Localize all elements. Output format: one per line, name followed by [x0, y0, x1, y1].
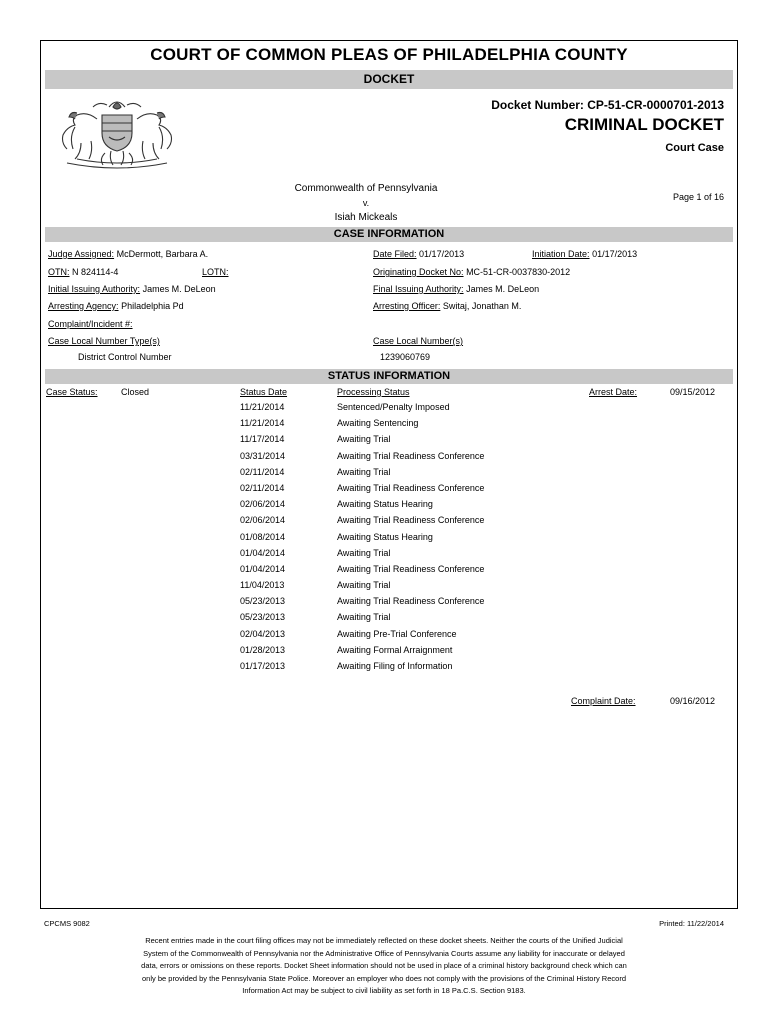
arresting-officer-value: Switaj, Jonathan M.: [442, 301, 522, 311]
processing-status: Awaiting Trial Readiness Conference: [337, 596, 485, 607]
processing-status-header: Processing Status: [337, 387, 410, 397]
table-row: [41, 548, 641, 564]
local-number-type-header: Case Local Number Type(s): [48, 336, 160, 346]
case-information-heading: CASE INFORMATION: [45, 227, 733, 242]
status-information-heading: STATUS INFORMATION: [45, 369, 733, 384]
table-row: [41, 580, 641, 596]
processing-status: Awaiting Trial: [337, 580, 391, 591]
docket-number: Docket Number: CP-51-CR-0000701-2013: [491, 98, 724, 112]
arresting-agency-row: [48, 301, 184, 311]
processing-status: Awaiting Sentencing: [337, 418, 419, 429]
status-date: 02/06/2014: [240, 499, 286, 510]
table-row: [41, 596, 641, 612]
complaint-date-value: 09/16/2012: [669, 696, 715, 706]
originating-docket-row: [373, 267, 570, 277]
otn-label: OTN:: [48, 267, 70, 277]
complaint-date-label: Complaint Date:: [571, 696, 636, 706]
page-number: Page 1 of 16: [672, 192, 724, 202]
form-id: CPCMS 9082: [44, 919, 90, 928]
status-date: 01/08/2014: [240, 531, 286, 542]
arresting-officer-label: Arresting Officer:: [373, 301, 441, 311]
processing-status: Awaiting Trial: [337, 466, 391, 477]
initial-authority-row: [48, 284, 216, 294]
table-row: [41, 467, 641, 483]
status-date-header: Status Date: [240, 387, 288, 397]
pennsylvania-seal-icon: [47, 93, 187, 173]
disclaimer-line: only be provided by the Pennsylvania State Police. Moreover an employer who does not comply with the provisions of the Criminal History Record: [142, 973, 626, 983]
complaint-incident-label: Complaint/Incident #:: [48, 319, 133, 329]
processing-status: Awaiting Filing of Information: [337, 661, 453, 671]
processing-status: Awaiting Trial: [337, 612, 391, 623]
processing-status: Awaiting Status Hearing: [337, 531, 433, 542]
disclaimer-line: data, errors or omissions on these reports. Docket Sheet information should not be used in place of a criminal history background check which can: [141, 961, 627, 970]
table-row: [41, 418, 641, 434]
status-date: 01/04/2014: [240, 563, 286, 574]
processing-status: Awaiting Trial Readiness Conference: [337, 563, 485, 574]
judge-value: McDermott, Barbara A.: [116, 249, 209, 259]
table-row: [41, 434, 641, 450]
processing-status: Awaiting Trial Readiness Conference: [337, 482, 485, 493]
status-table: [41, 402, 641, 677]
processing-status: Sentenced/Penalty Imposed: [337, 402, 450, 412]
disclaimer-line: Recent entries made in the court filing offices may not be immediately reflected on these docket sheets. Neither the courts of the Unified Judicial: [145, 936, 623, 945]
initial-authority-label: Initial Issuing Authority:: [48, 284, 141, 294]
docket-type: CRIMINAL DOCKET: [564, 115, 724, 134]
table-row: [41, 645, 641, 661]
processing-status: Awaiting Trial: [337, 547, 391, 558]
originating-docket-value: MC-51-CR-0037830-2012: [466, 267, 571, 277]
table-row: [41, 629, 641, 645]
local-number-value: 1239060769: [380, 352, 431, 362]
otn-row: [48, 267, 118, 277]
table-row: [41, 402, 641, 418]
status-date: 01/28/2013: [240, 644, 286, 655]
status-date: 02/04/2013: [240, 628, 286, 639]
table-row: [41, 499, 641, 515]
status-date: 01/17/2013: [240, 661, 286, 671]
table-row: [41, 661, 641, 677]
otn-value: N 824114-4: [72, 267, 119, 277]
status-date: 02/06/2014: [240, 515, 286, 526]
status-date: 11/17/2014: [240, 434, 285, 445]
initiation-date-row: [532, 249, 637, 259]
local-number-header: Case Local Number(s): [373, 336, 464, 346]
processing-status: Awaiting Pre-Trial Conference: [337, 628, 457, 639]
judge-label: Judge Assigned:: [48, 249, 115, 259]
arresting-agency-value: Philadelphia Pd: [121, 301, 184, 311]
processing-status: Awaiting Trial Readiness Conference: [337, 450, 485, 461]
table-row: [41, 515, 641, 531]
date-filed-row: [373, 249, 464, 259]
date-filed-label: Date Filed:: [373, 249, 417, 259]
lotn-label: LOTN:: [202, 267, 229, 277]
processing-status: Awaiting Trial Readiness Conference: [337, 515, 485, 526]
status-date: 11/21/2014: [240, 418, 285, 429]
arrest-date-value: 09/15/2012: [669, 387, 715, 397]
arrest-date-label: Arrest Date:: [589, 387, 638, 397]
status-date: 03/31/2014: [240, 450, 286, 461]
status-date: 05/23/2013: [240, 612, 286, 623]
case-kind: Court Case: [665, 142, 724, 154]
court-title: COURT OF COMMON PLEAS OF PHILADELPHIA COUNTY: [150, 45, 628, 64]
final-authority-label: Final Issuing Authority:: [373, 284, 464, 294]
table-row: [41, 483, 641, 499]
table-row: [41, 451, 641, 467]
caption-defendant: Isiah Mickeals: [334, 212, 398, 223]
caption-plaintiff: Commonwealth of Pennsylvania: [294, 183, 438, 194]
processing-status: Awaiting Trial: [337, 434, 391, 445]
caption-versus: v.: [362, 198, 370, 208]
date-filed-value: 01/17/2013: [419, 249, 465, 259]
disclaimer: [80, 935, 688, 998]
printed-date: Printed: 11/22/2014: [659, 919, 724, 928]
docket-frame: [40, 40, 738, 909]
table-row: [41, 532, 641, 548]
initial-authority-value: James M. DeLeon: [142, 284, 216, 294]
local-number-type-value: District Control Number: [78, 352, 172, 362]
case-status-value: Closed: [121, 387, 150, 397]
status-date: 02/11/2014: [240, 482, 285, 493]
status-date: 11/21/2014: [240, 402, 285, 412]
judge-assigned-row: [48, 249, 208, 259]
table-row: [41, 612, 641, 628]
table-row: [41, 564, 641, 580]
initiation-date-value: 01/17/2013: [592, 249, 638, 259]
disclaimer-line: Information Act may be subject to civil liability as set forth in 18 Pa.C.S. Section 9183.: [242, 986, 526, 995]
arresting-agency-label: Arresting Agency:: [48, 301, 119, 311]
arresting-officer-row: [373, 301, 521, 311]
status-date: 02/11/2014: [240, 466, 285, 477]
status-date: 01/04/2014: [240, 547, 286, 558]
status-date: 05/23/2013: [240, 596, 286, 607]
case-status-label: Case Status:: [46, 387, 98, 397]
status-date: 11/04/2013: [240, 580, 285, 591]
initiation-date-label: Initiation Date:: [532, 249, 590, 259]
disclaimer-line: System of the Commonwealth of Pennsylvania nor the Administrative Office of Pennsylvania Courts assume any liability for inaccurate or delayed: [143, 948, 625, 958]
final-authority-value: James M. DeLeon: [466, 284, 540, 294]
processing-status: Awaiting Status Hearing: [337, 499, 433, 510]
docket-band: DOCKET: [45, 70, 733, 89]
final-authority-row: [373, 284, 539, 294]
processing-status: Awaiting Formal Arraignment: [337, 644, 453, 655]
originating-docket-label: Originating Docket No:: [373, 267, 464, 277]
